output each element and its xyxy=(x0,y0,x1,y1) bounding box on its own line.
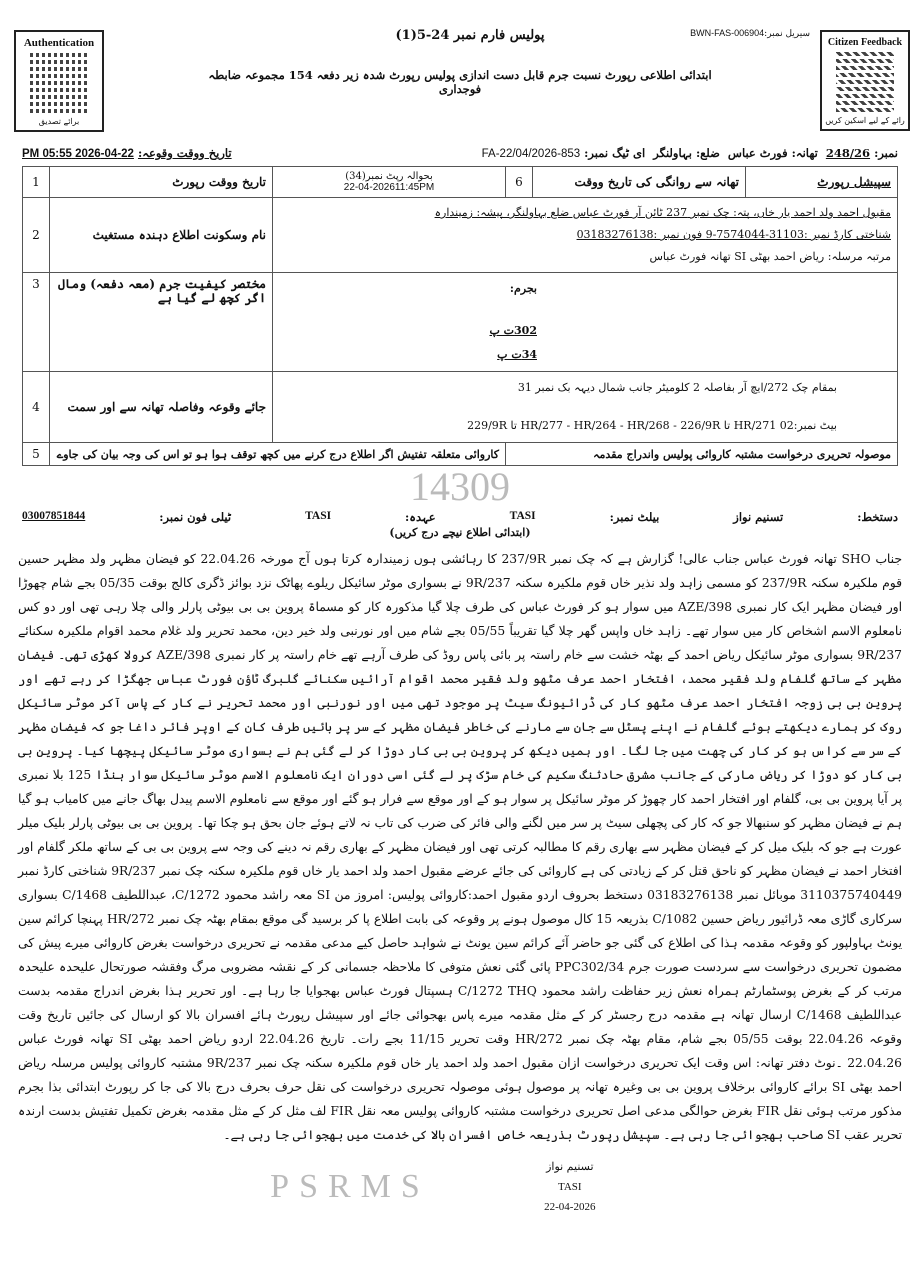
footer-name: تسنیم نواز xyxy=(546,1160,594,1173)
complainant-line3: مرتبہ مرسلہ: ریاض احمد بھٹی SI تھانہ فورٹ عباس xyxy=(649,250,891,263)
district-label: ضلع: xyxy=(695,146,720,160)
row-number: 5 xyxy=(23,443,50,466)
table-row xyxy=(23,273,898,372)
entry-note: (ابتدائی اطلاع نیچے درج کریں) xyxy=(389,526,531,539)
row-number: 1 xyxy=(23,167,50,198)
authentication-qr-box xyxy=(14,30,104,132)
crime-label: بجرم: xyxy=(509,282,537,295)
occurrence-label: تاریخ ووقت وقوعہ: xyxy=(137,146,232,160)
feedback-caption: رائے کے لیے اسکین کریں xyxy=(825,116,905,125)
report-ref: بحوالہ رپٹ نمبر(34) xyxy=(345,171,433,182)
occurrence-place xyxy=(273,372,898,443)
beat-line: بیٹ نمبر:02 HR/271 تا HR/277 - HR/264 - HR/268 - 226/9R تا 229/9R xyxy=(467,419,837,432)
signature-name: تسنیم نواز xyxy=(733,510,784,524)
footer-area xyxy=(22,1157,898,1217)
belt-value: TASI xyxy=(509,510,536,522)
complainant-details xyxy=(273,198,898,273)
thana-value: فورٹ عباس xyxy=(727,146,788,160)
etag-value: FA-22/04/2026-853 xyxy=(481,148,581,160)
serial-label: سیریل نمبر: xyxy=(764,29,810,39)
signature-row xyxy=(22,510,898,524)
investigation-action: موصولہ تحریری درخواست مشتبہ کاروائی پولیس واندراج مقدمہ xyxy=(506,443,898,466)
footer-signature xyxy=(490,1157,650,1217)
rank-value: TASI xyxy=(305,510,332,522)
serial-number xyxy=(620,28,810,39)
district-value: بہاولنگر xyxy=(653,146,692,160)
citizen-feedback-qr-box xyxy=(820,30,910,131)
feedback-title: Citizen Feedback xyxy=(827,37,903,48)
table-row xyxy=(23,372,898,443)
watermark-number: 14309 xyxy=(410,464,510,509)
document-body xyxy=(18,166,903,1217)
table-row xyxy=(23,198,898,273)
phone-label: ٹیلی فون نمبر: xyxy=(159,510,232,524)
footer-date: 22-04-2026 xyxy=(544,1201,596,1213)
row-label: نام وسکونت اطلاع دہندہ مستغیث xyxy=(50,198,273,273)
fir-table xyxy=(22,166,898,466)
authentication-caption: برائے تصدیق xyxy=(38,117,80,126)
footer-rank: TASI xyxy=(558,1181,582,1193)
dispatch-value: سپیشل رپورٹ xyxy=(746,167,898,198)
phone-value: 03007851844 xyxy=(22,510,86,522)
crime-details xyxy=(273,273,898,372)
row-label: تھانہ سے روانگی کی تاریخ ووقت xyxy=(533,167,746,198)
thana-label: تھانہ: xyxy=(791,146,818,160)
belt-label: بیلٹ نمبر: xyxy=(609,510,660,524)
table-row xyxy=(23,443,898,466)
row-label: مختصر کیفیت جرم (معہ دفعہ) ومال اگر کچھ لے گیا ہے xyxy=(50,273,273,372)
feedback-qr-code[interactable] xyxy=(836,52,894,112)
fir-label: نمبر: xyxy=(874,146,898,160)
complainant-line2: شناختی کارڈ نمبر :31103-7574044-9 فون نمبر :03183276138 xyxy=(576,228,891,241)
row-number: 6 xyxy=(506,167,533,198)
occurrence-value: 22-04-2026 05:55 PM xyxy=(22,148,134,160)
report-datetime-value: 22-04-202611:45PM xyxy=(343,182,435,193)
fir-narrative: جناب SHO تھانہ فورٹ عباس جناب عالی! گزارش ہے کہ چک نمبر 237/9R کا رہائشی ہوں زمیندارہ کرتا ہوں آج مورخہ 22.04.26 کو فیضان مظہر ولد مظہر حسین قوم ملکیرہ سکنہ 237/9R کو مسمی زاہد ولد نذیر خاں قوم ملکیرہ سکنہ 9R/237 نے بسواری موٹر سائیکل ریلوے پھاٹک نزد بوائز ڈگری کالج بوقت 05/35 بجے شام چھوڑا اور فیضان مظہر ایک کار نمبری AZE/398 میں سوار ہو کر فورٹ عباس کی طرف چلا گیا مذکورہ کار کو مسماۃ پروین بی بی بیوٹی پارلر والی چلا رہی تھی اور دو کس نامعلوم الاسم اشخاص کار میں سوار تھے۔ زاہد خاں واپس گھر چلا گیا تقریباً 05/55 بجے شام میں اور نورنبی ولد خیر دین، محمد تحریر ولد غلام محمد اقوام ملکیرہ سکنائے 9R/237 بسواری موٹر سائیکل ریاض احمد کے بھٹہ خشت سے خام راستہ پر بائی پاس روڈ کی طرف آرہے تھے خام راستہ پر کار نمبری AZE/398 کرولا کھڑی تھی۔ فیضان مظہر کے ساتھ گلفام ولد فقیر محمد، افتخار احمد عرف مٹھو ولد فقیر محمد اقوام آرائیں سکنائے گلبرگ ٹاؤن فورٹ عباس جھگڑا کر رہے تھے اور پروین بی بی زوجہ افتخار احمد عرف مٹھو کار کی ڈرائیونگ سیٹ پر موجود تھی میں اور نورنبی اور محمد تحریر نے کار کے پاس آکر موٹر سائیکل روک کر ہمارے دیکھتے ہوئے گلفام نے اپنے پسٹل سے جان سے مارنے کی خاطر فیضان مظہر کے سر پر بائیں طرف کان کے اوپر فائر داغا جو کہ فیضان مظہر کے سر سے کراس ہو کر کار کی چھت میں جا لگا۔ اور ہمیں دیکھ کر پروین بی بی کار دوڑا کر لے گئی ہم نے بسواری موٹر سائیکل پیچھا کیا۔ پروین بی بی کار کو دوڑا کر ریاض مارکی کے جانب مشرق حادثنگ سکیم کی خام سڑک پر لے گئی اسی دوران ایک نامعلوم الاسم موٹر سائیکل سوار ہنڈا 125 بلا نمبری پر آیا پروین بی بی، گلفام اور افتخار احمد کار چھوڑ کر موٹر سائیکل پر سوار ہو کے اور موقع سے فرار ہو گئے اور موقع سے نامعلوم الاسم پیدل بھاگ جانے میں کامیاب ہو گیا ہم نے فیضان مظہر کو سنبھالا جو کہ کار کی پچھلی سیٹ پر سر میں لگنے والی فائر کی ضرب کی تاب نہ لاتے ہوئے جان بحق ہو چکا تھا۔ پروین بی بی بیوٹی پارلر بلیک میلر عورت ہے جو کہ بلیک میل کر کے فیضان مظہر سے بھاری رقم کا مطالبہ کرتی تھی اور فیضان مظہر کے بھاری رقم نہ دینے کی وجہ سے پروین بی بی کے ساتھ ملکر گلفام اور افتخار احمد نے فیضان مظہر کو ناحق قتل کر کے زیادتی کی ہے کاروائی کی جائے عرضے مقبول احمد ولد احمد یار خاں قوم ملکیرہ سکنہ چک نمبر 9R/237 شناختی کارڈ نمبر 3110375740449 موبائل نمبر 03183276138 دستخط بحروف اردو مقبول احمد:کاروائی پولیس: امروز من SI معہ راشد محمود C/1272، عبداللطیف C/1468 بسواری سرکاری گاڑی معہ ڈرائیور ریاض حسین C/1082 بذریعہ 15 کال موصول ہونے پر وقوعہ کی بابت اطلاع پا کر برسید گی موقع بمقام بھٹہ چک نمبر HR/272 پہنچا کرائم سین یونٹ بہاولپور کو وقوعہ مقدمہ ہذا کی اطلاع کی گئی جو حاضر آئے کرائم سین یونٹ نے شواہد حاصل کیے مدعی مقدمہ نے تحریری درخواست بغرض کاروائی میرے پیش کی مضمون تحریری درخواست سے سردست صورت جرم PPC302/34 پائی گئی نعش متوفی کا ملاحظہ جسمانی کر کے نقشہ مضروبی مرگ وفقشہ صورتحال علیحدہ علیحدہ مرتب کر کے بغرض پوسٹمارٹم ہمراہ نعش زیر حفاظت راشد محمود C/1272 THQ ہسپتال فورٹ عباس بھجوایا جا رہا ہے۔ اور تحریر ہذا بغرض اندراج مقدمہ بدست عبداللطیف C/1468 ارسال تھانہ ہے مقدمہ درج رجسٹر کر کے مثل مقدمہ میرے پاس بھجوائی جائے اور سپیشل رپورٹ ہائے افسران بالا کو ارسال کی جائیں تاریخ وقت وقوعہ 22.04.26 بوقت 05/55 بجے شام، مقام بھٹہ چک نمبر HR/272 وقت تحریر 11/15 بجے رات۔ تاریخ 22.04.26 اردو ریاض احمد بھٹی SI تھانہ فورٹ عباس 22.04.26 ۔نوٹ دفتر تھانہ: اس وقت ایک تحریری درخواست ازان مقبول احمد ولد احمد یار خاں قوم ملکیرہ سکنہ چک نمبر 9R/237 مشتبہ کاروائی پولیس مرسلہ ریاض احمد بھٹی SI برائے کاروائی برخلاف پروین بی بی وغیرہ تھانہ پر موصول ہوئی موصولہ تحریری درخواست کی نقل حرف بحرف درج بالا کی جا کر رپورٹ ابتدائی بذا بجرم مذکور مرتب ہوئی نقل FIR بغرض حوالگی مدعی اصل تحریری درخواست مشتبہ کاروائی پولیس معہ نقل FIR لف مثل کر کے مثل مقدمہ بغرض تکمیل تفتیش بدست ارندہ تحریر عقب SI صاحب بھجوائی جا رہی ہے۔ سپیشل رپورٹ بذریعہ خاص افسران بالا کی خدمت میں بھجوائی جا رہی ہے۔ xyxy=(18,552,903,1142)
watermark-text: PSRMS xyxy=(270,1168,430,1205)
complainant-line1: مقبول احمد ولد احمد یار خاں، پتہ: چک نمبر 237 ٹائن آر فورٹ عباس ضلع بہاولنگر، پیشہ: زمیندارہ xyxy=(434,206,891,219)
occurrence-datetime xyxy=(22,146,232,160)
place-line1: بمقام چک 272/ایچ آر بفاصلہ 2 کلومیٹر جانب شمال دیہہ بک نمبر 31 xyxy=(517,381,837,394)
etag-label: ای ٹیگ نمبر: xyxy=(584,146,646,160)
fir-number: 248/26 xyxy=(825,146,871,160)
rank-label: عہدہ: xyxy=(405,510,436,524)
report-datetime xyxy=(273,167,506,198)
serial-value: BWN-FAS-006904 xyxy=(690,28,765,38)
fir-meta-right xyxy=(482,146,898,160)
crime-section-2: 34ت پ xyxy=(497,348,537,361)
form-title: پولیس فارم نمبر 24-5(1) xyxy=(395,28,545,43)
authentication-qr-code[interactable] xyxy=(30,53,88,113)
row-number: 2 xyxy=(23,198,50,273)
authentication-title: Authentication xyxy=(23,37,95,49)
row-label: تاریخ ووقت رپورٹ xyxy=(50,167,273,198)
table-row xyxy=(23,167,898,198)
row-number: 4 xyxy=(23,372,50,443)
signature-label: دستخط: xyxy=(857,510,898,524)
row-label: کاروائی متعلقہ تفتیش اگر اطلاع درج کرنے میں کچھ توقف ہوا ہو تو اس کی وجہ بیان کی جاوے xyxy=(50,443,506,466)
row-label: جائے وقوعہ وفاصلہ تھانہ سے اور سمت xyxy=(50,372,273,443)
row-number: 3 xyxy=(23,273,50,372)
report-subtitle: ابتدائی اطلاعی رپورٹ نسبت جرم قابل دست اندازی پولیس رپورٹ شدہ زیر دفعہ 154 مجموعہ ضابطہ فوجداری xyxy=(208,68,712,96)
crime-section-1: 302ت پ xyxy=(489,324,537,337)
